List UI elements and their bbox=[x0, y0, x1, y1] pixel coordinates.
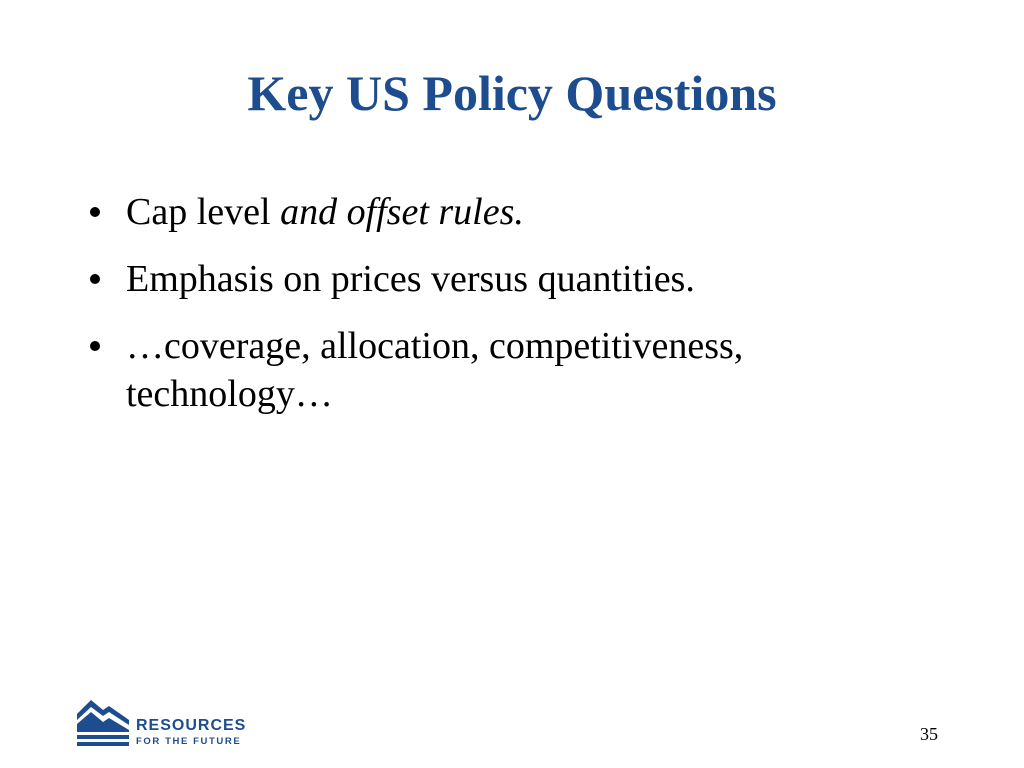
bullet-dot-icon bbox=[90, 207, 100, 217]
logo-wordmark-line1: RESOURCES bbox=[136, 717, 247, 734]
page-number: 35 bbox=[920, 724, 938, 744]
resources-for-the-future-logo bbox=[76, 698, 261, 750]
bullet-item bbox=[86, 322, 946, 418]
bullet-text: Cap level bbox=[126, 191, 281, 233]
bullet-dot-icon bbox=[90, 341, 100, 351]
logo-wordmark-line2: FOR THE FUTURE bbox=[136, 736, 242, 747]
bullet-text: Emphasis on prices versus quantities. bbox=[126, 258, 695, 300]
bullet-text: …coverage, allocation, competitiveness, technology… bbox=[126, 325, 744, 415]
mountain-stripes-icon bbox=[76, 698, 130, 748]
bullet-text-italic: and offset rules. bbox=[280, 191, 524, 233]
slide-title: Key US Policy Questions bbox=[247, 65, 777, 121]
bullet-item bbox=[86, 255, 946, 303]
bullet-item bbox=[86, 188, 946, 236]
bullet-dot-icon bbox=[90, 274, 100, 284]
bullet-list bbox=[86, 188, 946, 437]
